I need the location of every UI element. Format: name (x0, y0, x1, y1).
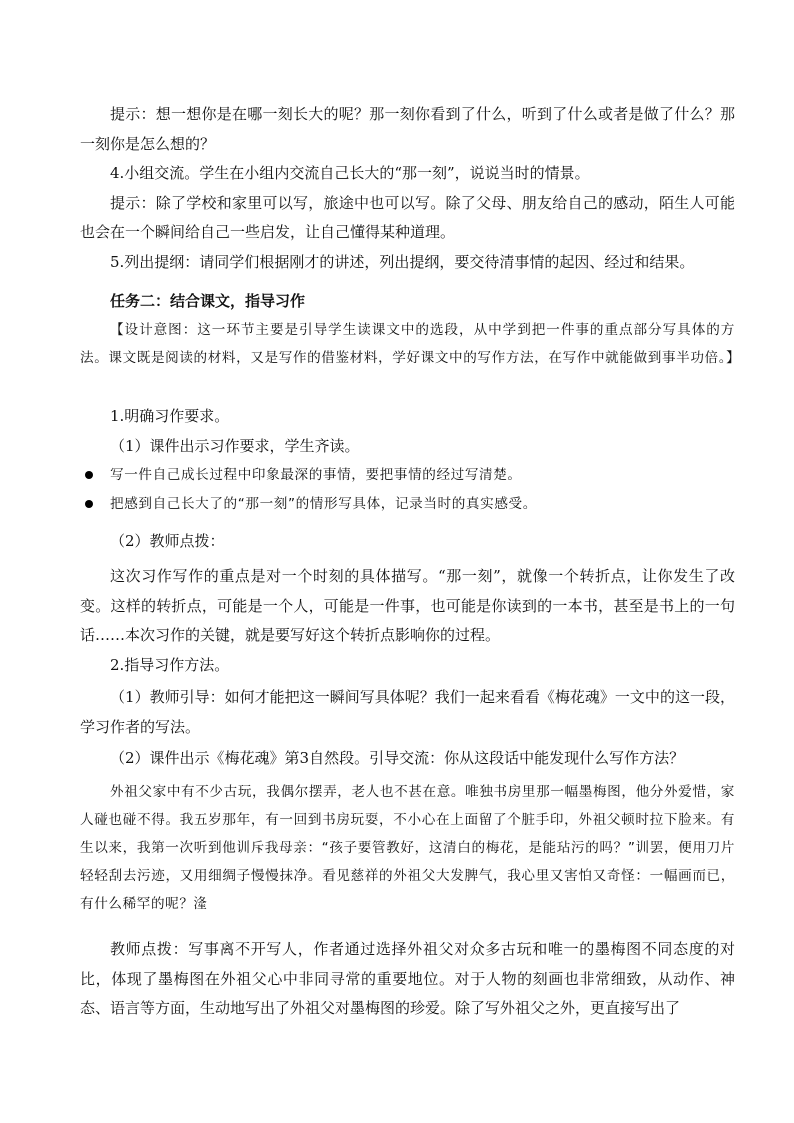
bullet-text: 把感到自己长大了的“那一刻”的情形写具体，记录当时的真实感受。 (110, 496, 537, 512)
item2-sub1: （1）教师引导：如何才能把这一瞬间写具体呢？我们一起来看看《梅花魂》一文中的这一段，学习作者的写法。 (80, 688, 735, 736)
item1-sub1: （1）课件出示习作要求，学生齐读。 (110, 437, 360, 455)
step5-paragraph: 5.列出提纲：请同学们根据刚才的讲述，列出提纲，要交待清事情的起因、经过和结果。 (110, 252, 695, 271)
teacher-note-1: 这次习作写作的重点是对一个时刻的具体描写。“那一刻”，就像一个转折点，让你发生了改变。这样的转折点，可能是一个人，可能是一件事，也可能是你读到的一本书，甚至是书上的一句话……本次习作的关键，就是要写好这个转折点影响你的过程。 (80, 567, 735, 644)
hint-paragraph: 提示：想一想你是在哪一刻长大的呢？那一刻你看到了什么，听到了什么或者是做了什么？那一刻你是怎么想的？ (80, 105, 735, 153)
requirement-bullet-1 (80, 461, 740, 489)
design-intent: 【设计意图：这一环节主要是引导学生读课文中的选段，从中学到把一件事的重点部分写具体的方法。课文既是阅读的材料，又是写作的借鉴材料，学好课文中的写作方法，在写作中就能做到事半功倍。】 (80, 322, 741, 366)
excerpt-paragraph: 外祖父家中有不少古玩，我偶尔摆弄，老人也不甚在意。唯独书房里那一幅墨梅图，他分外爱惜，家人碰也碰不得。我五岁那年，有一回到书房玩耍，不小心在上面留了个脏手印，外祖父顿时拉下脸来。有生以来，我第一次听到他训斥我母亲：“孩子要管教好，这清白的梅花，是能玷污的吗？”训罢，便用刀片轻轻刮去污迹，又用细绸子慢慢抹净。看见慈祥的外祖父大发脾气，我心里又害怕又奇怪：一幅画而已，有什么稀罕的呢？湰 (80, 784, 735, 912)
item1-sub2: （2）教师点拨： (110, 532, 225, 550)
requirement-bullet-2 (80, 490, 740, 518)
bullet-text: 写一件自己成长过程中印象最深的事情，要把事情的经过写清楚。 (110, 467, 522, 483)
item2-sub2: （2）课件出示《梅花魂》第3自然段。引导交流：你从这段话中能发现什么写作方法？ (110, 749, 685, 767)
bullet-dot-icon (85, 471, 93, 479)
item2-heading: 2.指导习作方法。 (110, 656, 230, 674)
teacher-note-2: 教师点拨：写事离不开写人，作者通过选择外祖父对众多古玩和唯一的墨梅图不同态度的对比，体现了墨梅图在外祖父心中非同寻常的重要地位。对于人物的刻画也非常细致，从动作、神态、语言等方面，生动地写出了外祖父对墨梅图的珍爱。除了写外祖父之外，更直接写出了 (80, 940, 735, 1017)
item1-heading: 1.明确习作要求。 (110, 407, 230, 425)
step4-paragraph: 4.小组交流。学生在小组内交流自己长大的“那一刻”，说说当时的情景。 (110, 164, 590, 182)
bullet-dot-icon (85, 500, 93, 508)
hint2-paragraph: 提示：除了学校和家里可以写，旅途中也可以写。除了父母、朋友给自己的感动，陌生人可能也会在一个瞬间给自己一些启发，让自己懂得某种道理。 (80, 193, 735, 241)
task2-heading: 任务二：结合课文，指导习作 (110, 292, 306, 310)
